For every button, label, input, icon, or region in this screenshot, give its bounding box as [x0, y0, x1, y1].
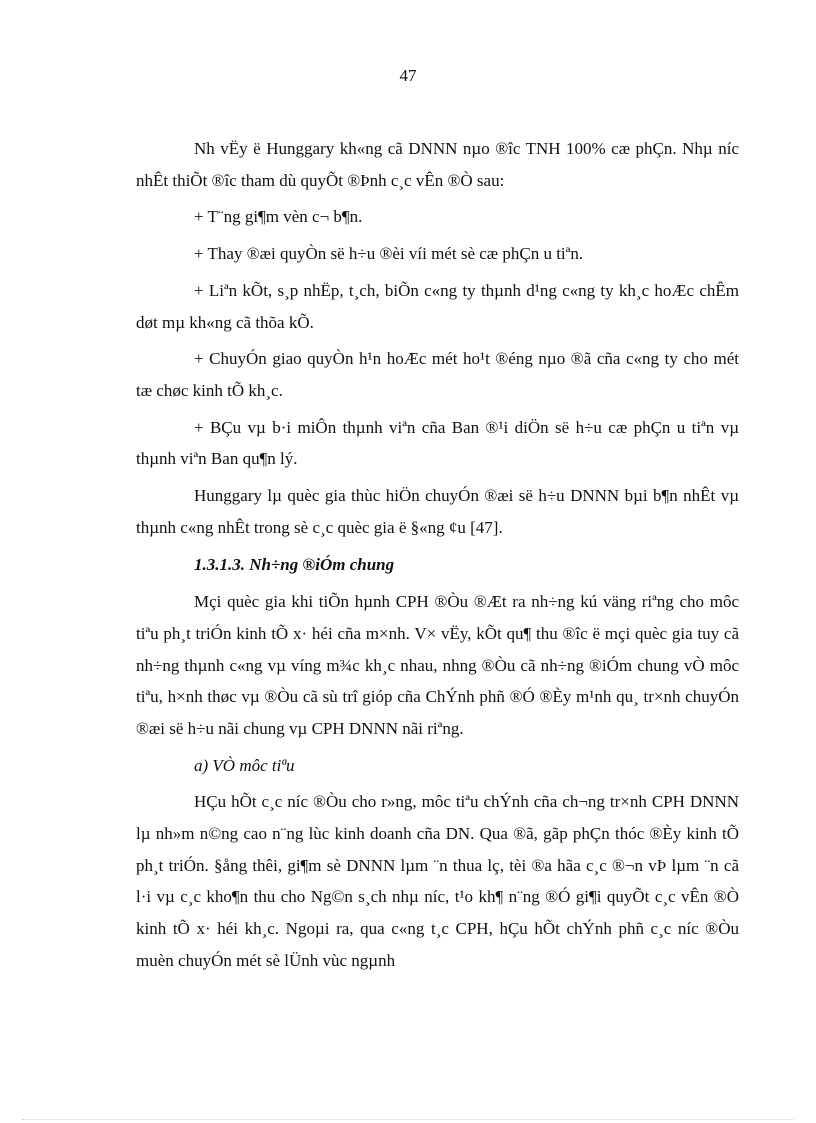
paragraph-common-points: Mçi quèc gia khi tiÕn hµnh CPH ®Òu ®Æt ra nh÷ng kú väng riªng cho môc tiªu ph¸t triÓn kinh tÕ x· héi cña m×nh. V× vËy, kÕt qu¶ thu ®îc ë mçi quèc gia tuy cã nh÷ng thµnh c«ng vµ víng m¾c kh¸c nhau, nhng ®Òu cã nh÷ng ®iÓm chung vÒ môc tiªu, h×nh thøc vµ ®Òu cã sù trî gióp cña ChÝnh phñ ®Ó ®Èy m¹nh qu¸ tr×nh chuyÓn ®æi së h÷u nãi chung vµ CPH DNNN nãi riªng.	[136, 592, 739, 738]
bullet-item: + Liªn kÕt, s¸p nhËp, t¸ch, biÕn c«ng ty thµnh d¹ng c«ng ty kh¸c hoÆc chÊm døt mµ kh«ng cã thõa kÕ.	[136, 280, 739, 332]
paragraph-intro: Nh vËy ë Hunggary kh«ng cã DNNN nµo ®îc TNH 100% cæ phÇn. Nhµ níc nhÊt thiÕt ®îc tham dù quyÕt ®Þnh c¸c vÊn ®Ò sau:	[136, 139, 739, 190]
page-number: 47	[399, 66, 417, 85]
section-heading: 1.3.1.3. Nh÷ng ®iÓm chung	[194, 555, 395, 575]
bullet-item: + Thay ®æi quyÒn së h÷u ®èi víi mét sè cæ phÇn u tiªn.	[194, 244, 584, 264]
bullet-item: + BÇu vµ b·i miÔn thµnh viªn cña Ban ®¹i diÖn së h÷u cæ phÇn u tiªn vµ thµnh viªn Ban qu¶n lý.	[136, 417, 739, 469]
page-bottom-divider	[22, 1119, 794, 1120]
paragraph-hungary: Hunggary lµ quèc gia thùc hiÖn chuyÓn ®æi së h÷u DNNN bµi b¶n nhÊt vµ thµnh c«ng nhÊt trong sè c¸c quèc gia ë §«ng ¢u [47].	[136, 486, 739, 537]
bullet-item: + ChuyÓn giao quyÒn h¹n hoÆc mét ho¹t ®éng nµo ®ã cña c«ng ty cho mét tæ chøc kinh tÕ kh¸c.	[136, 349, 739, 400]
document-body	[136, 133, 739, 977]
paragraph-objectives: HÇu hÕt c¸c níc ®Òu cho r»ng, môc tiªu chÝnh cña ch¬ng tr×nh CPH DNNN lµ nh»m n©ng cao n¨ng lùc kinh doanh cña DN. Qua ®ã, gãp phÇn thóc ®Èy kinh tÕ ph¸t triÓn. §ång thêi, gi¶m sè DNNN lµm ¨n thua lç, tèi ®a hãa c¸c ®¬n vÞ lµm ¨n cã l·i vµ c¸c kho¶n thu cho Ng©n s¸ch nhµ níc, t¹o kh¶ n¨ng ®Ó gi¶i quyÕt c¸c vÊn ®Ò kinh tÕ x· héi kh¸c. Ngoµi ra, qua c«ng t¸c CPH, hÇu hÕt chÝnh phñ c¸c níc ®Òu muèn chuyÓn mét sè lÜnh vùc ngµnh	[136, 792, 739, 970]
subsection-heading: a) VÒ môc tiªu	[194, 755, 295, 775]
bullet-item: + T¨ng gi¶m vèn c¬ b¶n.	[194, 207, 363, 227]
